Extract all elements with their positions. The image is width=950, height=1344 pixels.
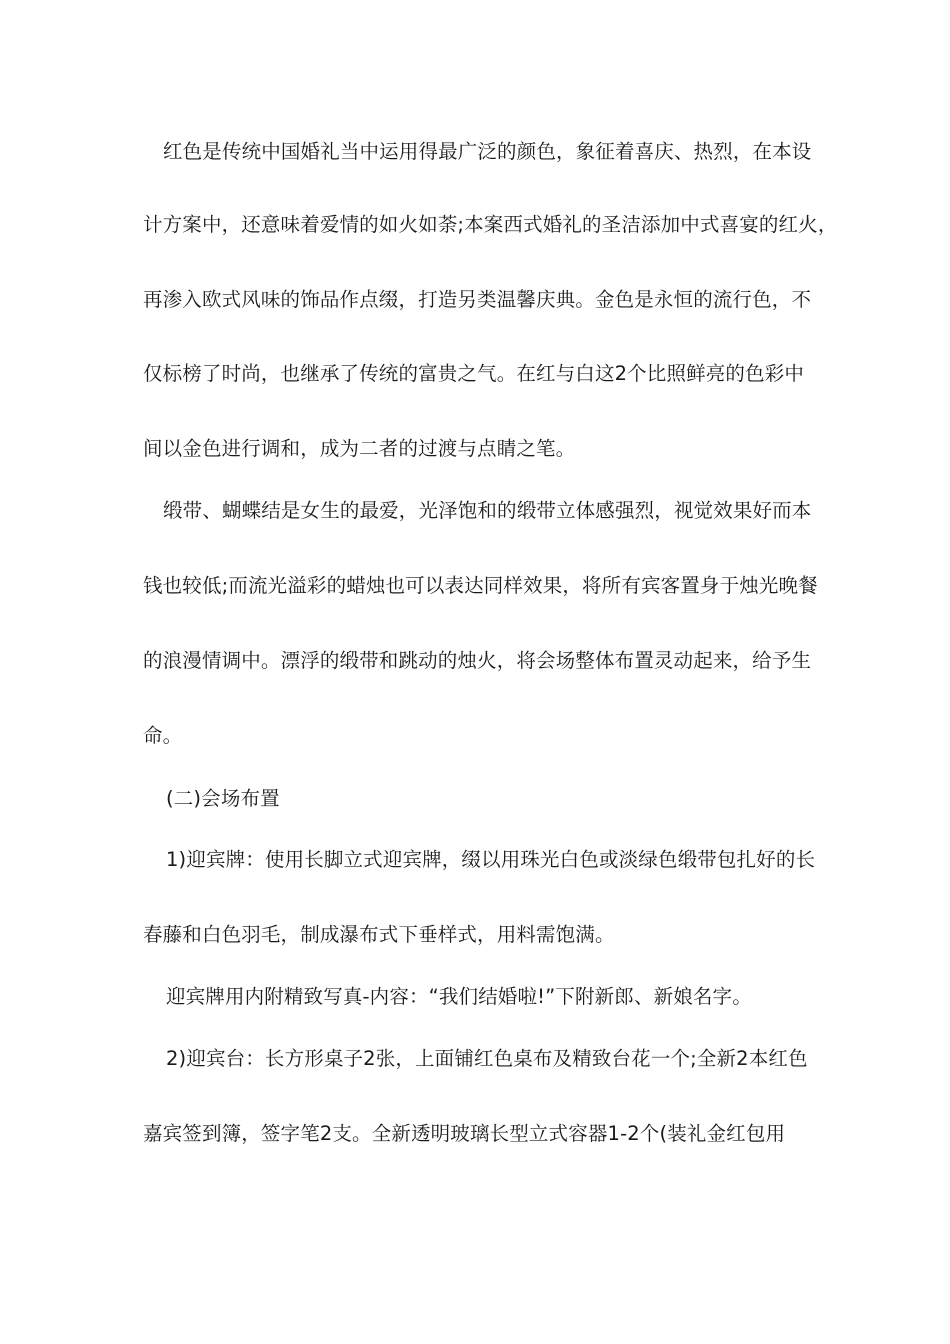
item-1-line-2: 春藤和白色羽毛，制成瀑布式下垂样式，用料需饱满。: [143, 923, 615, 946]
paragraph-1-line-4: 仅标榜了时尚，也继承了传统的富贵之气。在红与白这2个比照鲜亮的色彩中: [143, 362, 805, 385]
item-1-note: 迎宾牌用内附精致写真-内容：“我们结婚啦!”下附新郎、新娘名字。: [166, 985, 752, 1008]
item-2-line-2: 嘉宾签到簿，签字笔2支。全新透明玻璃长型立式容器1-2个(装礼金红包用: [143, 1122, 786, 1145]
paragraph-2-line-1: 缎带、蝴蝶结是女生的最爱，光泽饱和的缎带立体感强烈，视觉效果好而本: [163, 499, 812, 522]
paragraph-2-line-4: 命。: [143, 724, 183, 747]
paragraph-2-line-2: 钱也较低;而流光溢彩的蜡烛也可以表达同样效果，将所有宾客置身于烛光晚餐: [143, 574, 818, 597]
item-1-line-1: 1)迎宾牌：使用长脚立式迎宾牌，缀以用珠光白色或淡绿色缎带包扎好的长: [166, 848, 816, 871]
item-2-line-1: 2)迎宾台：长方形桌子2张，上面铺红色桌布及精致台花一个;全新2本红色: [166, 1047, 808, 1070]
section-heading: (二)会场布置: [166, 787, 280, 810]
paragraph-1-line-1: 红色是传统中国婚礼当中运用得最广泛的颜色，象征着喜庆、热烈，在本设: [163, 140, 812, 163]
paragraph-1-line-2: 计方案中，还意味着爱情的如火如荼;本案西式婚礼的圣洁添加中式喜宴的红火，: [143, 213, 838, 236]
paragraph-2-line-3: 的浪漫情调中。漂浮的缎带和跳动的烛火，将会场整体布置灵动起来，给予生: [143, 649, 812, 672]
paragraph-1-line-3: 再渗入欧式风味的饰品作点缀，打造另类温馨庆典。金色是永恒的流行色，不: [143, 288, 812, 311]
paragraph-1-line-5: 间以金色进行调和，成为二者的过渡与点睛之笔。: [143, 437, 576, 460]
